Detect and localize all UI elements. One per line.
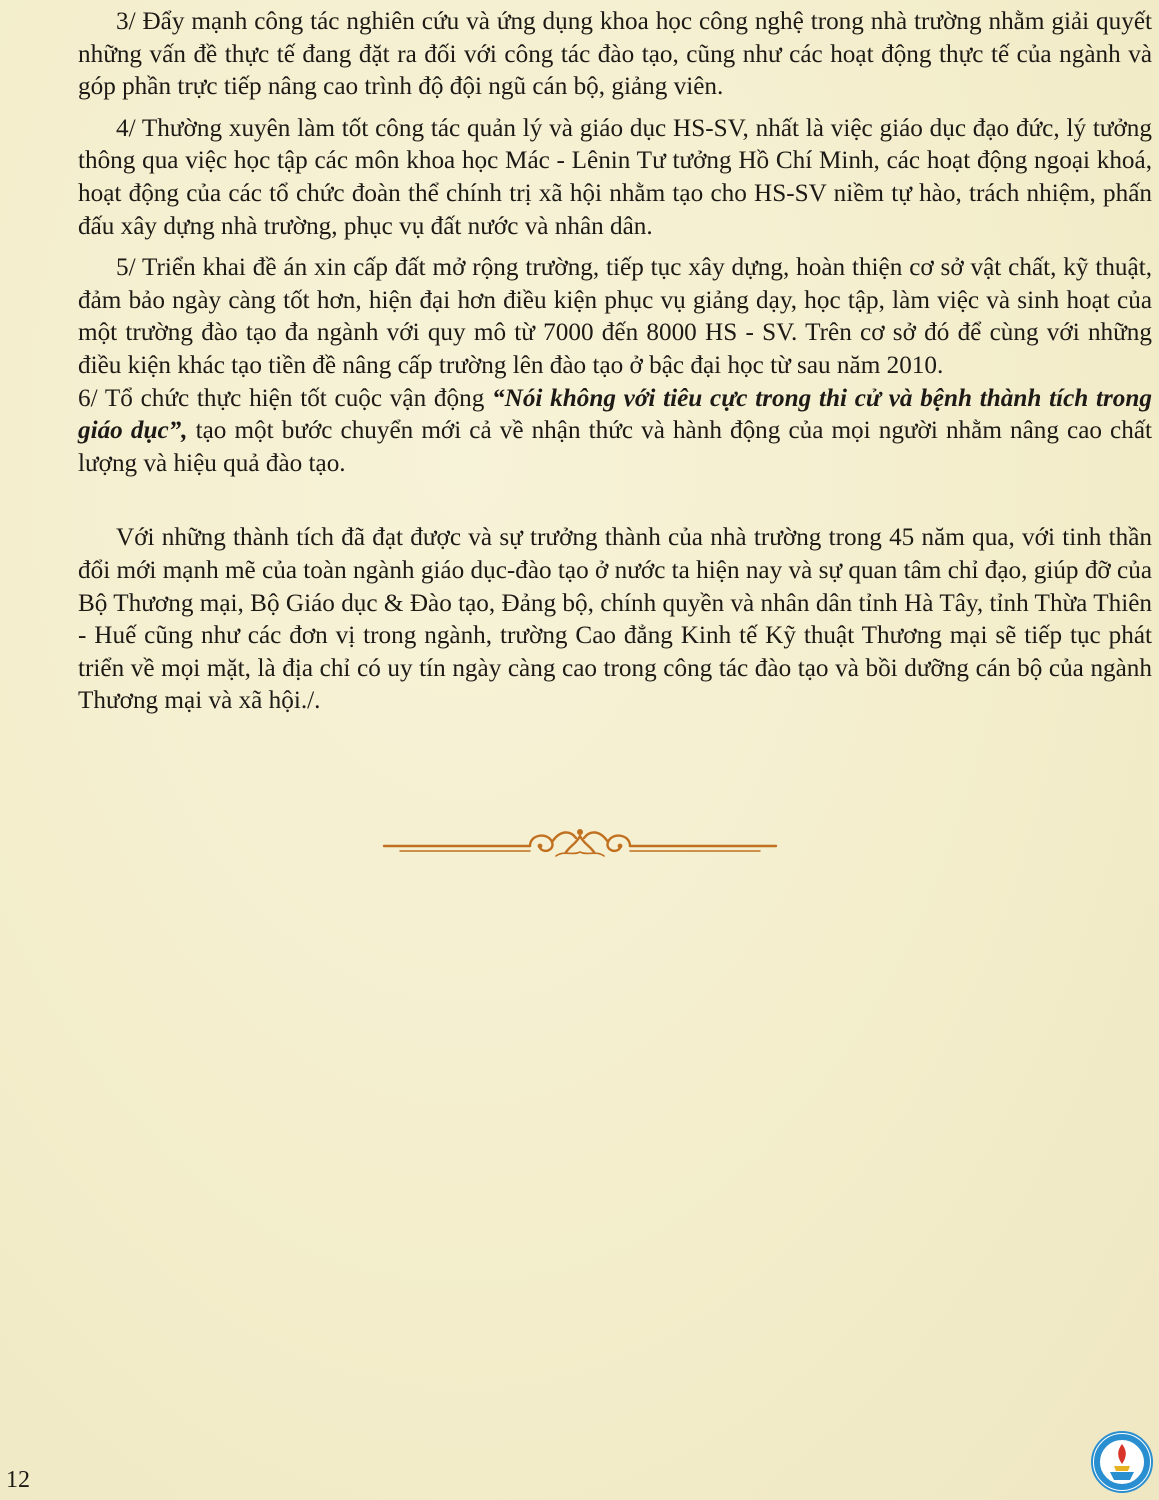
paragraph-6-start: 6/ Tổ chức thực hiện tốt cuộc vận động bbox=[78, 384, 493, 412]
paragraph-6-emphasis: “Nói không với tiêu cực trong thi cử và bệnh thành tích trong giáo dục”, bbox=[78, 384, 1153, 445]
paragraph-5: 5/ Triển khai đề án xin cấp đất mở rộng trường, tiếp tục xây dựng, hoàn thiện cơ sở vật chất, kỹ thuật, đảm bảo ngày càng tốt hơn, hiện đại hơn điều kiện phục vụ giảng dạy, học tập, làm việc và sinh hoạt của một trường đào tạo đa ngành với quy mô từ 7000 đến 8000 HS - SV. Trên cơ sở đó để cùng với những điều kiện khác tạo tiền đề nâng cấp trường lên đào tạo ở bậc đại học từ sau năm 2010. bbox=[78, 254, 1152, 379]
paragraph-6-end: tạo một bước chuyển mới cả về nhận thức và hành động của mọi người nhằm nâng cao chất lượng và hiệu quả đào tạo. bbox=[78, 417, 1152, 477]
paragraph-4: 4/ Thường xuyên làm tốt công tác quản lý và giáo dục HS-SV, nhất là việc giáo dục đạo đức, lý tưởng thông qua việc học tập các môn khoa học Mác - Lênin Tư tưởng Hồ Chí Minh, các hoạt động ngoại khoá, hoạt động của các tổ chức đoàn thể chính trị xã hội nhằm tạo cho HS-SV niềm tự hào, trách nhiệm, phấn đấu xây dựng nhà trường, phục vụ đất nước và nhân dân. bbox=[78, 114, 1152, 240]
ornament-divider-icon bbox=[380, 822, 780, 866]
paragraph-6 bbox=[78, 383, 1152, 481]
closing-paragraph: Với những thành tích đã đạt được và sự trưởng thành của nhà trường trong 45 năm qua, với tinh thần đổi mới mạnh mẽ của toàn ngành giáo dục-đào tạo ở nước ta hiện nay và sự quan tâm chỉ đạo, giúp đỡ của Bộ Thương mại, Bộ Giáo dục & Đào tạo, Đảng bộ, chính quyền và nhân dân tỉnh Hà Tây, tỉnh Thừa Thiên - Huế cũng như các đơn vị trong ngành, trường Cao đẳng Kinh tế Kỹ thuật Thương mại sẽ tiếp tục phát triển về mọi mặt, là địa chỉ có uy tín ngày càng cao trong công tác đào tạo và bồi dưỡng cán bộ của ngành Thương mại và xã hội./. bbox=[78, 524, 1152, 715]
paragraph-3: 3/ Đẩy mạnh công tác nghiên cứu và ứng dụng khoa học công nghệ trong nhà trường nhằm giải quyết những vấn đề thực tế đang đặt ra đối với công tác đào tạo, cũng như các hoạt động thực tế của ngành và góp phần trực tiếp nâng cao trình độ đội ngũ cán bộ, giảng viên. bbox=[78, 8, 1152, 101]
document-body bbox=[78, 6, 1152, 718]
school-emblem-icon bbox=[1090, 1430, 1154, 1494]
page-number: 12 bbox=[6, 1467, 30, 1493]
